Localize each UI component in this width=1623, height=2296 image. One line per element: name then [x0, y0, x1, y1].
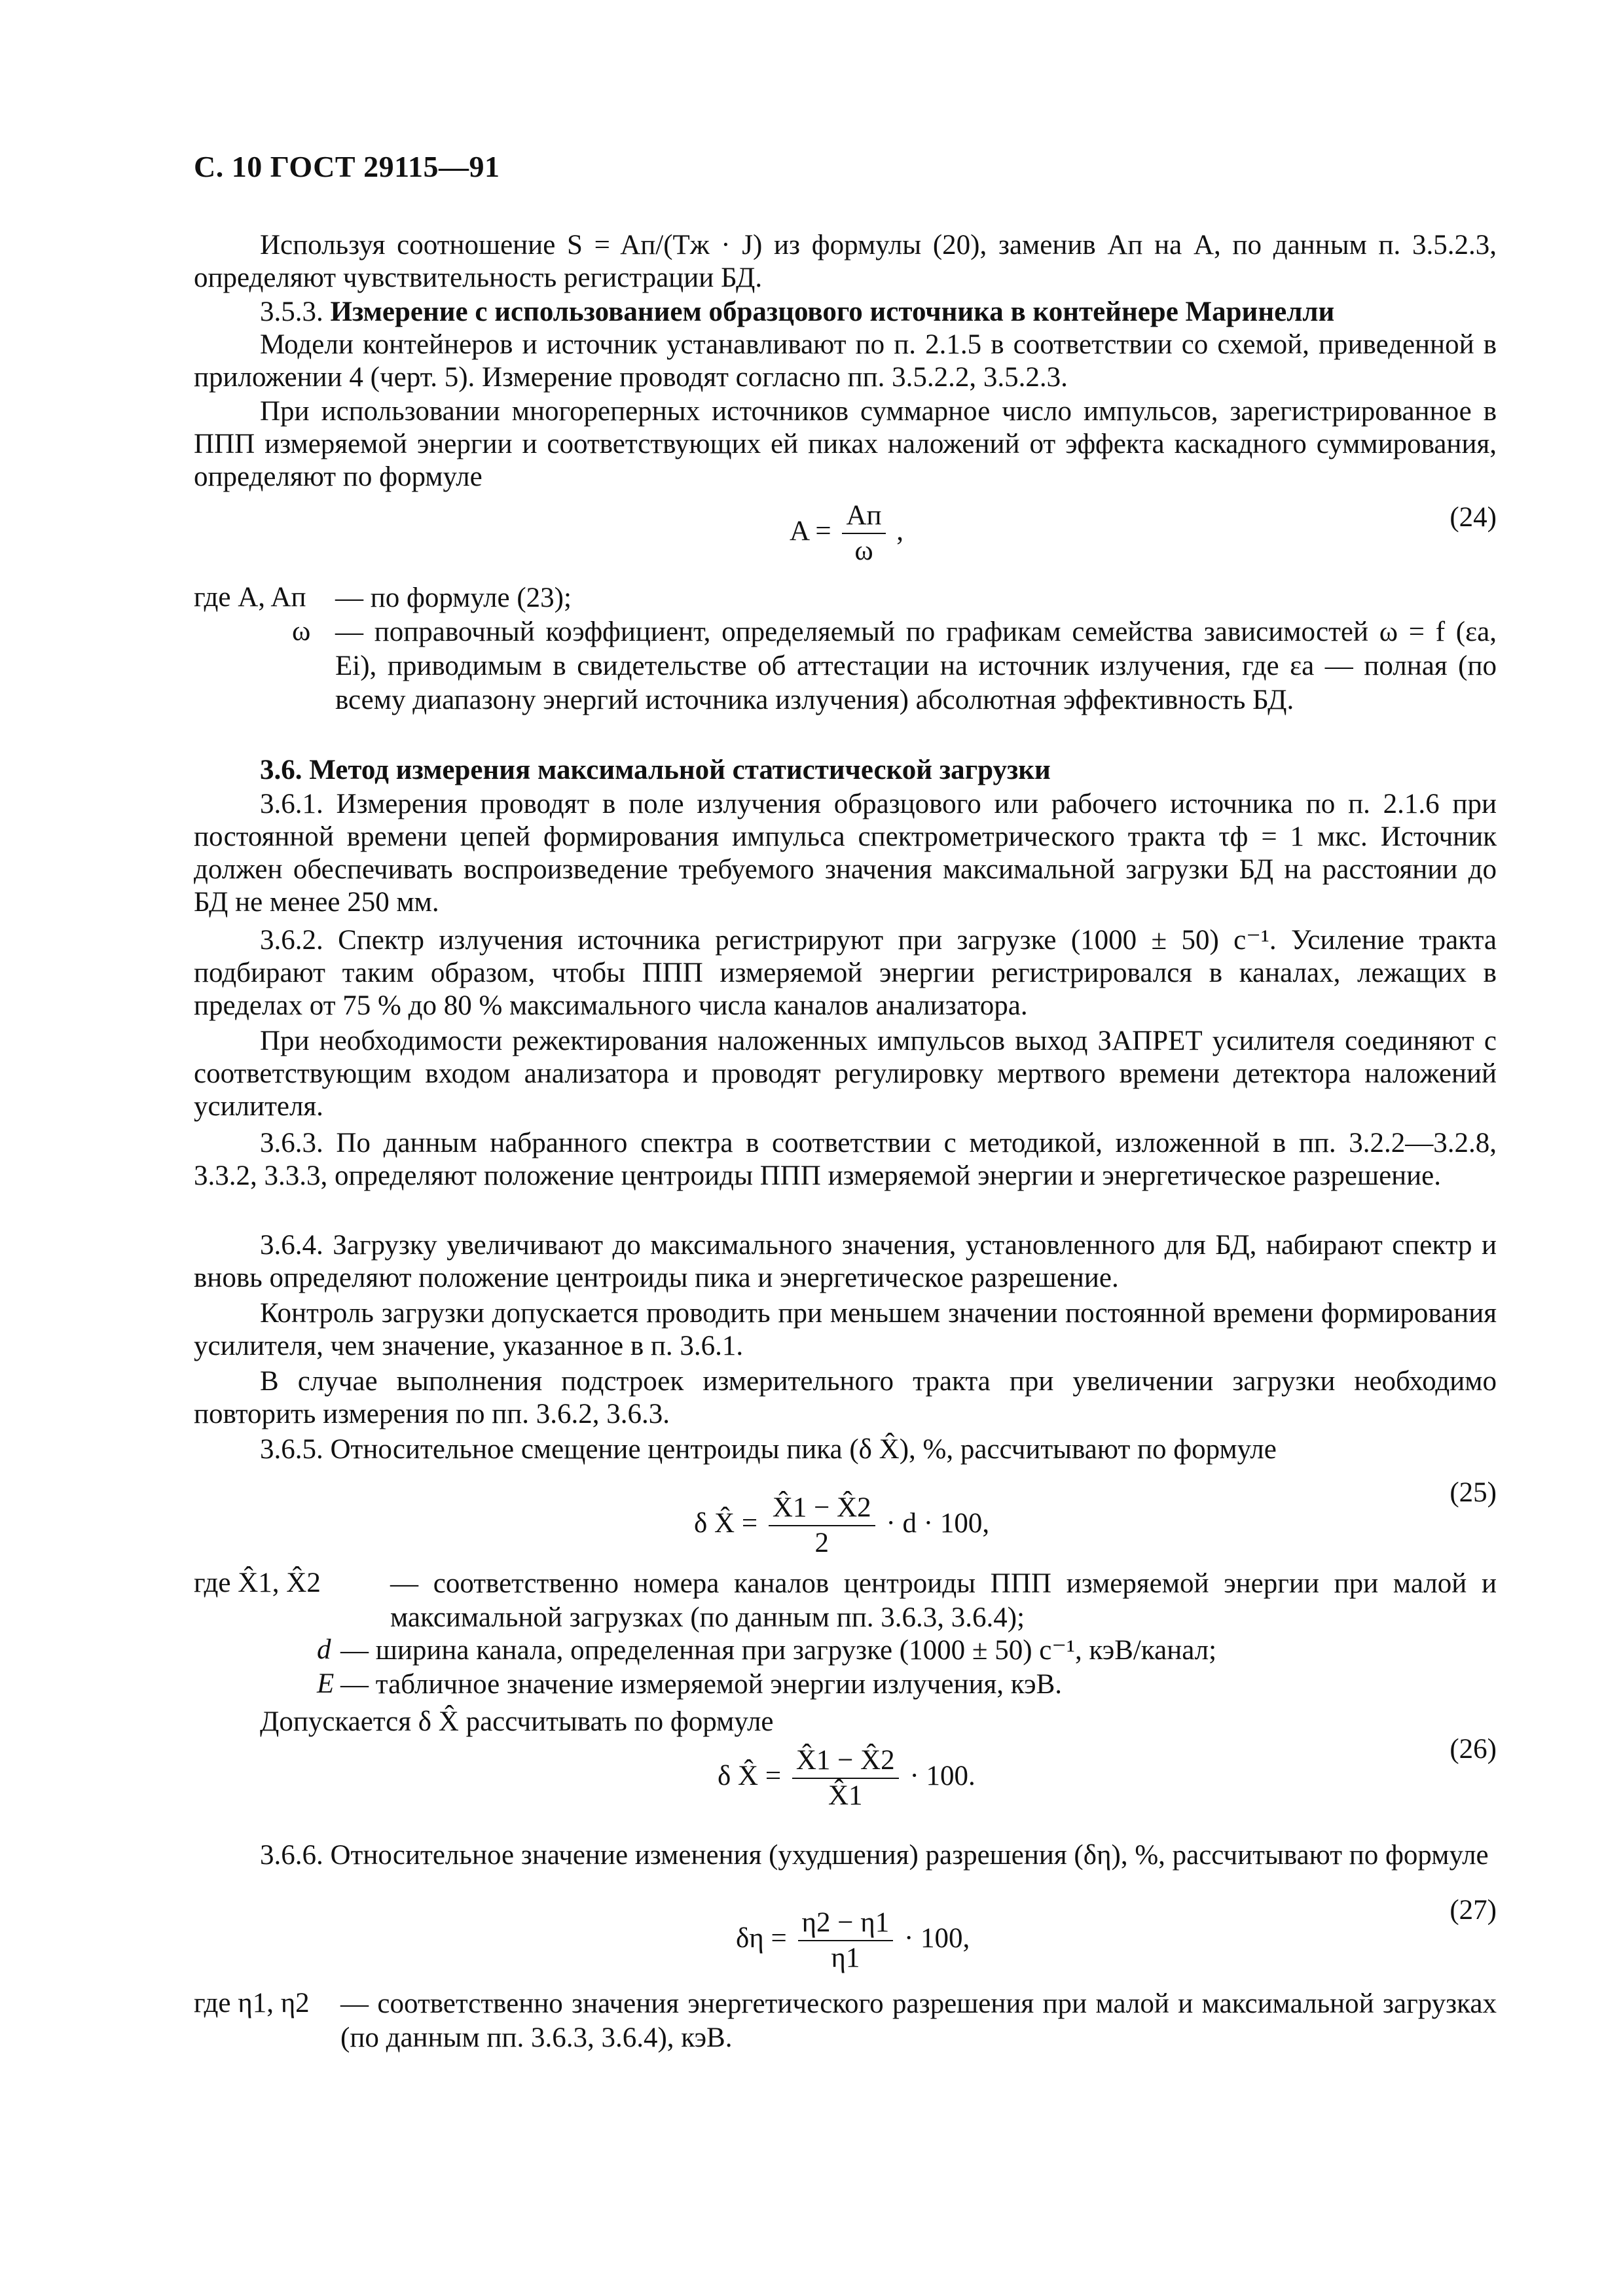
section-353-title: Измерение с использованием образцового источника в контейнере Маринелли: [330, 296, 1335, 327]
formula-24-numerator: Aп: [842, 499, 885, 534]
paragraph-364c: В случае выполнения подстроек измерительного тракта при увеличении загрузки необходимо повторить измерения по пп. 3.6.2, 3.6.3.: [194, 1366, 1497, 1429]
formula-26-tail: · 100.: [909, 1760, 976, 1791]
where-25-def-0: — соответственно номера каналов центроиды ППП измеряемой энергии при малой и максимальной загрузках (по данным пп. 3.6.3, 3.6.4);: [390, 1568, 1497, 1633]
formula-25-tail: · d · 100,: [886, 1507, 990, 1539]
section-353-heading: [194, 296, 1497, 329]
section-36-heading: 3.6. Метод измерения максимальной статистической загрузки: [260, 755, 1051, 785]
formula-26: [718, 1744, 976, 1813]
formula-26-numerator: X̂1 − X̂2: [792, 1744, 899, 1779]
formula-24-fraction: [842, 499, 885, 568]
formula-26-denominator: X̂1: [828, 1780, 863, 1811]
where-24-def-0: — по формуле (23);: [335, 583, 572, 613]
paragraph-361: 3.6.1. Измерения проводят в поле излучения образцового или рабочего источника по п. 2.1.6 при постоянной времени цепей формирования импульса спектрометрического тракта τф = 1 мкс. Источник должен обеспечивать воспроизведение требуемого значения максимальной загрузки БД на расстоянии до БД не менее 250 мм.: [194, 789, 1497, 918]
formula-26-lhs: δ X̂ =: [718, 1760, 782, 1791]
where-27-symbol-0: где η1, η2: [194, 1988, 310, 2018]
formula-25-denominator: 2: [814, 1528, 829, 1558]
formula-24-denominator: ω: [854, 535, 873, 566]
paragraph-362: 3.6.2. Спектр излучения источника регистрируют при загрузке (1000 ± 50) с⁻¹. Усиление тракта подбирают таким образом, чтобы ППП измеряемой энергии регистрировался в каналах, лежащих в пределах от 75 % до 80 % максимального числа каналов анализатора.: [194, 925, 1497, 1021]
formula-25-fraction: [769, 1491, 875, 1560]
where-25-def-1: — ширина канала, определенная при загрузке (1000 ± 50) с⁻¹, кэВ/канал;: [340, 1635, 1217, 1666]
formula-26-number: (26): [1450, 1734, 1497, 1765]
paragraph-364: 3.6.4. Загрузку увеличивают до максимального значения, установленного для БД, набирают спектр и вновь определяют положение центроиды пика и энергетическое разрешение.: [194, 1230, 1497, 1293]
paragraph-multireference: При использовании многореперных источников суммарное число импульсов, зарегистрированное в ППП измеряемой энергии и соответствующих ей пиках наложений от эффекта каскадного суммирования, определяют по формуле: [194, 396, 1497, 492]
paragraph-365: 3.6.5. Относительное смещение центроиды пика (δ X̂), %, рассчитывают по формуле: [260, 1434, 1277, 1465]
formula-25-numerator: X̂1 − X̂2: [769, 1491, 875, 1526]
formula-27-fraction: [798, 1906, 894, 1975]
page-header: С. 10 ГОСТ 29115—91: [194, 150, 500, 183]
where-25-symbol-0: где X̂1, X̂2: [194, 1568, 321, 1598]
paragraph-363: 3.6.3. По данным набранного спектра в соответствии с методикой, изложенной в пп. 3.2.2—3.2.8, 3.3.2, 3.3.3, определяют положение центроиды ППП измеряемой энергии и энергетическое разрешение.: [194, 1128, 1497, 1191]
formula-25-number: (25): [1450, 1477, 1497, 1508]
paragraph-sensitivity: Используя соотношение S = Aп/(Tж · J) из формулы (20), заменив Aп на A, по данным п. 3.5.2.3, определяют чувствительность регистрации БД.: [194, 230, 1497, 293]
where-24-symbol-1: ω: [292, 616, 311, 647]
formula-27-denominator: η1: [831, 1943, 860, 1973]
paragraph-362b: При необходимости режектирования наложенных импульсов выход ЗАПРЕТ усилителя соединяют с соответствующим входом анализатора и проводят регулировку мертвого времени детектора наложений усилителя.: [194, 1026, 1497, 1122]
formula-25: [694, 1491, 989, 1560]
section-353-number: 3.5.3.: [260, 296, 323, 327]
where-24-def-1: — поправочный коэффициент, определяемый по графикам семейства зависимостей ω = f (εа, Ei), приводимым в свидетельстве об аттестации на источник излучения, где εа — полная (по всему диапазону энергий источника излучения) абсолютная эффективность БД.: [335, 617, 1497, 715]
formula-27: [736, 1906, 970, 1975]
where-24-symbol-0: где A, Aп: [194, 582, 306, 613]
formula-27-numerator: η2 − η1: [798, 1906, 894, 1941]
formula-24-number: (24): [1450, 502, 1497, 533]
where-27-def-0: — соответственно значения энергетического разрешения при малой и максимальной загрузках (по данным пп. 3.6.3, 3.6.4), кэВ.: [340, 1988, 1497, 2053]
paragraph-365b: Допускается δ X̂ рассчитывать по формуле: [260, 1706, 774, 1737]
formula-24: [790, 499, 903, 568]
formula-27-lhs: δη =: [736, 1922, 787, 1954]
formula-24-lhs: A =: [790, 515, 831, 547]
formula-26-fraction: [792, 1744, 899, 1813]
where-25-symbol-2: E: [317, 1668, 335, 1699]
formula-25-lhs: δ X̂ =: [694, 1507, 758, 1539]
formula-27-tail: · 100,: [903, 1922, 970, 1954]
where-25-symbol-1: d: [317, 1634, 331, 1665]
formula-24-tail: ,: [896, 515, 904, 547]
paragraph-366: 3.6.6. Относительное значение изменения (ухудшения) разрешения (δη), %, рассчитывают по формуле: [260, 1840, 1489, 1871]
paragraph-364b: Контроль загрузки допускается проводить при меньшем значении постоянной времени формирования усилителя, чем значение, указанное в п. 3.6.1.: [194, 1298, 1497, 1361]
paragraph-marinelli-setup: Модели контейнеров и источник устанавливают по п. 2.1.5 в соответствии со схемой, приведенной в приложении 4 (черт. 5). Измерение проводят согласно пп. 3.5.2.2, 3.5.2.3.: [194, 329, 1497, 393]
formula-27-number: (27): [1450, 1895, 1497, 1926]
where-25-def-2: — табличное значение измеряемой энергии излучения, кэВ.: [340, 1669, 1063, 1700]
